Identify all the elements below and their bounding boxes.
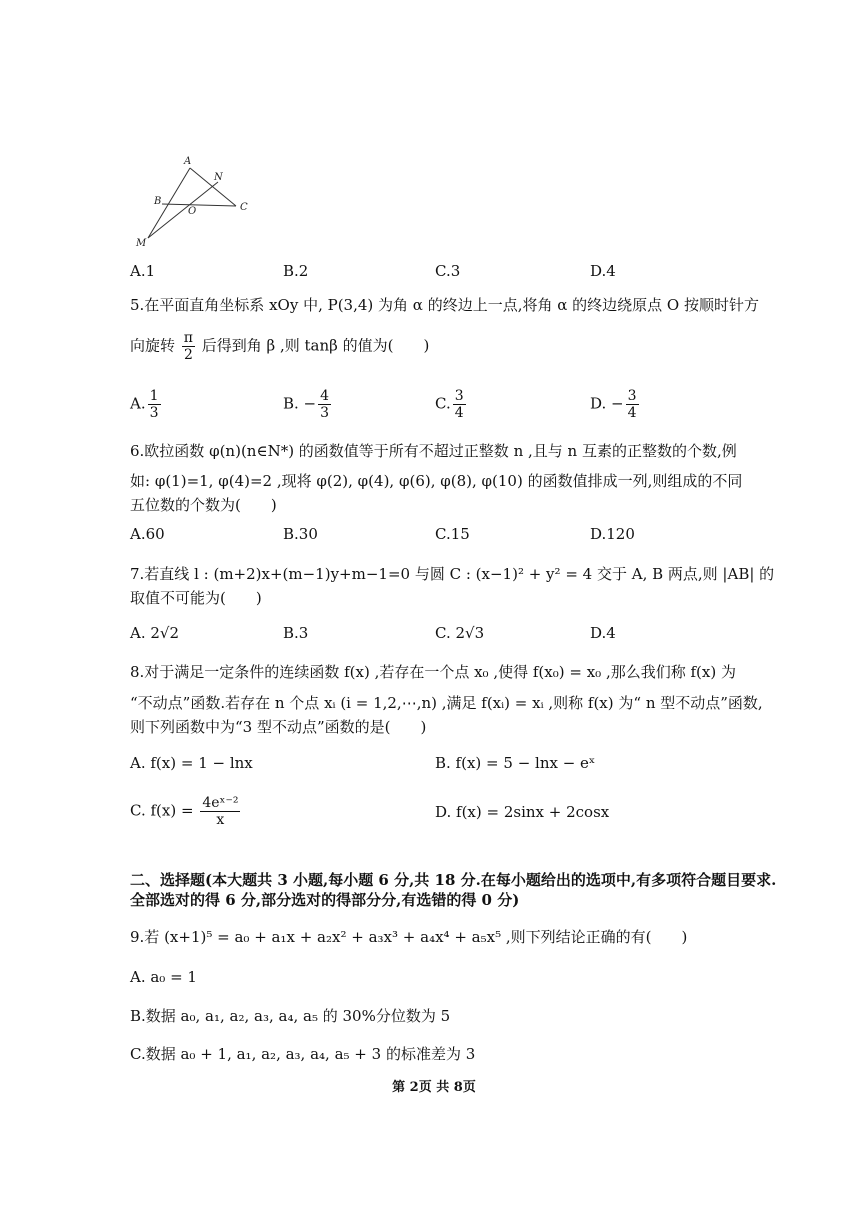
fraction-numerator: 3 [454,388,464,404]
fraction-numerator: π [183,330,193,346]
label-a: A [184,156,192,167]
q9-option-c: C.数据 a₀ + 1, a₁, a₂, a₃, a₄, a₅ + 3 的标准差为 3 [130,1045,476,1063]
q5-option-a [130,388,163,421]
q4-option-d: D.4 [590,262,616,280]
option-prefix: D. − [590,394,624,413]
fraction-denominator: 4 [627,405,637,421]
label-c: C [240,202,248,213]
q7-option-b: B.3 [283,624,309,642]
q8-option-a: A. f(x) = 1 − lnx [130,754,253,772]
q9-option-b: B.数据 a₀, a₁, a₂, a₃, a₄, a₅ 的 30%分位数为 5 [130,1007,451,1025]
q6-stem-line3: 五位数的个数为( ) [130,496,277,514]
fraction-denominator: x [216,812,225,828]
fraction-numerator: 4eˣ⁻² [202,795,239,811]
q7-stem-line1: 7.若直线 l : (m+2)x+(m−1)y+m−1=0 与圆 C : (x−1)² + y² = 4 交于 A, B 两点,则 |AB| 的 [130,565,775,583]
q7-option-c: C. 2√3 [435,624,485,642]
section-2-heading-line2: 全部选对的得 6 分,部分选对的得部分分,有选错的得 0 分) [130,891,520,909]
q6-option-d: D.120 [590,525,635,543]
fraction-denominator: 4 [454,405,464,421]
option-prefix: A. [130,394,146,413]
segment-bc [162,204,236,206]
option-fraction [318,388,331,421]
triangle-figure [128,150,258,250]
label-b: B [154,196,162,207]
fraction-numerator: 1 [149,388,159,404]
q5-option-c [435,388,468,421]
page-footer: 第 2页 共 8页 [392,1080,476,1095]
option-fraction [453,388,466,421]
q8-option-c [130,795,242,828]
q5-stem-line2 [130,330,429,363]
option-fraction [148,388,161,421]
option-prefix: C. [435,394,451,413]
q7-option-a: A. 2√2 [130,624,180,642]
q8-option-d: D. f(x) = 2sinx + 2cosx [435,803,610,821]
q7-option-d: D.4 [590,624,616,642]
q6-stem-line1: 6.欧拉函数 φ(n)(n∈N*) 的函数值等于所有不超过正整数 n ,且与 n 互素的正整数的个数,例 [130,442,737,460]
fraction-denominator: 2 [183,347,193,363]
q5-fraction-pi-over-2 [182,330,195,363]
fraction-denominator: 3 [149,405,159,421]
q8-option-b: B. f(x) = 5 − lnx − eˣ [435,754,596,772]
q5-option-b [283,388,333,421]
q8-stem-line1: 8.对于满足一定条件的连续函数 f(x) ,若存在一个点 x₀ ,使得 f(x₀) = x₀ ,那么我们称 f(x) 为 [130,663,736,681]
label-m: M [136,238,147,249]
fraction-numerator: 3 [627,388,637,404]
fraction-denominator: 3 [320,405,330,421]
q4-option-a: A.1 [130,262,156,280]
option-fraction [200,795,240,828]
fraction-numerator: 4 [320,388,330,404]
label-n: N [214,172,223,183]
q8-stem-line3: 则下列函数中为“3 型不动点”函数的是( ) [130,718,427,736]
q5-line2-post: 后得到角 β ,则 tanβ 的值为( ) [201,336,430,355]
q5-stem-line1: 5.在平面直角坐标系 xOy 中, P(3,4) 为角 α 的终边上一点,将角 α 的终边绕原点 O 按顺时针方 [130,296,759,314]
q6-option-a: A.60 [130,525,165,543]
segment-mn [148,182,218,238]
option-prefix: C. f(x) = [130,801,194,820]
q9-stem: 9.若 (x+1)⁵ = a₀ + a₁x + a₂x² + a₃x³ + a₄x⁴ + a₅x⁵ ,则下列结论正确的有( ) [130,928,688,946]
q5-option-d [590,388,641,421]
q4-option-b: B.2 [283,262,309,280]
segment-ac [190,168,236,206]
q8-stem-line2: “不动点”函数.若存在 n 个点 xᵢ (i = 1,2,⋯,n) ,满足 f(xᵢ) = xᵢ ,则称 f(x) 为“ n 型不动点”函数, [130,694,763,712]
label-o: O [188,206,197,217]
q6-option-b: B.30 [283,525,318,543]
q6-option-c: C.15 [435,525,470,543]
option-fraction [626,388,639,421]
q7-stem-line2: 取值不可能为( ) [130,589,262,607]
option-prefix: B. − [283,394,317,413]
q5-line2-pre: 向旋转 [130,336,176,355]
section-2-heading-line1: 二、选择题(本大题共 3 小题,每小题 6 分,共 18 分.在每小题给出的选项中,有多项符合题目要求. [130,871,777,889]
q4-option-c: C.3 [435,262,461,280]
q9-option-a: A. a₀ = 1 [130,968,197,986]
q6-stem-line2: 如: φ(1)=1, φ(4)=2 ,现将 φ(2), φ(4), φ(6), φ(8), φ(10) 的函数值排成一列,则组成的不同 [130,472,743,490]
